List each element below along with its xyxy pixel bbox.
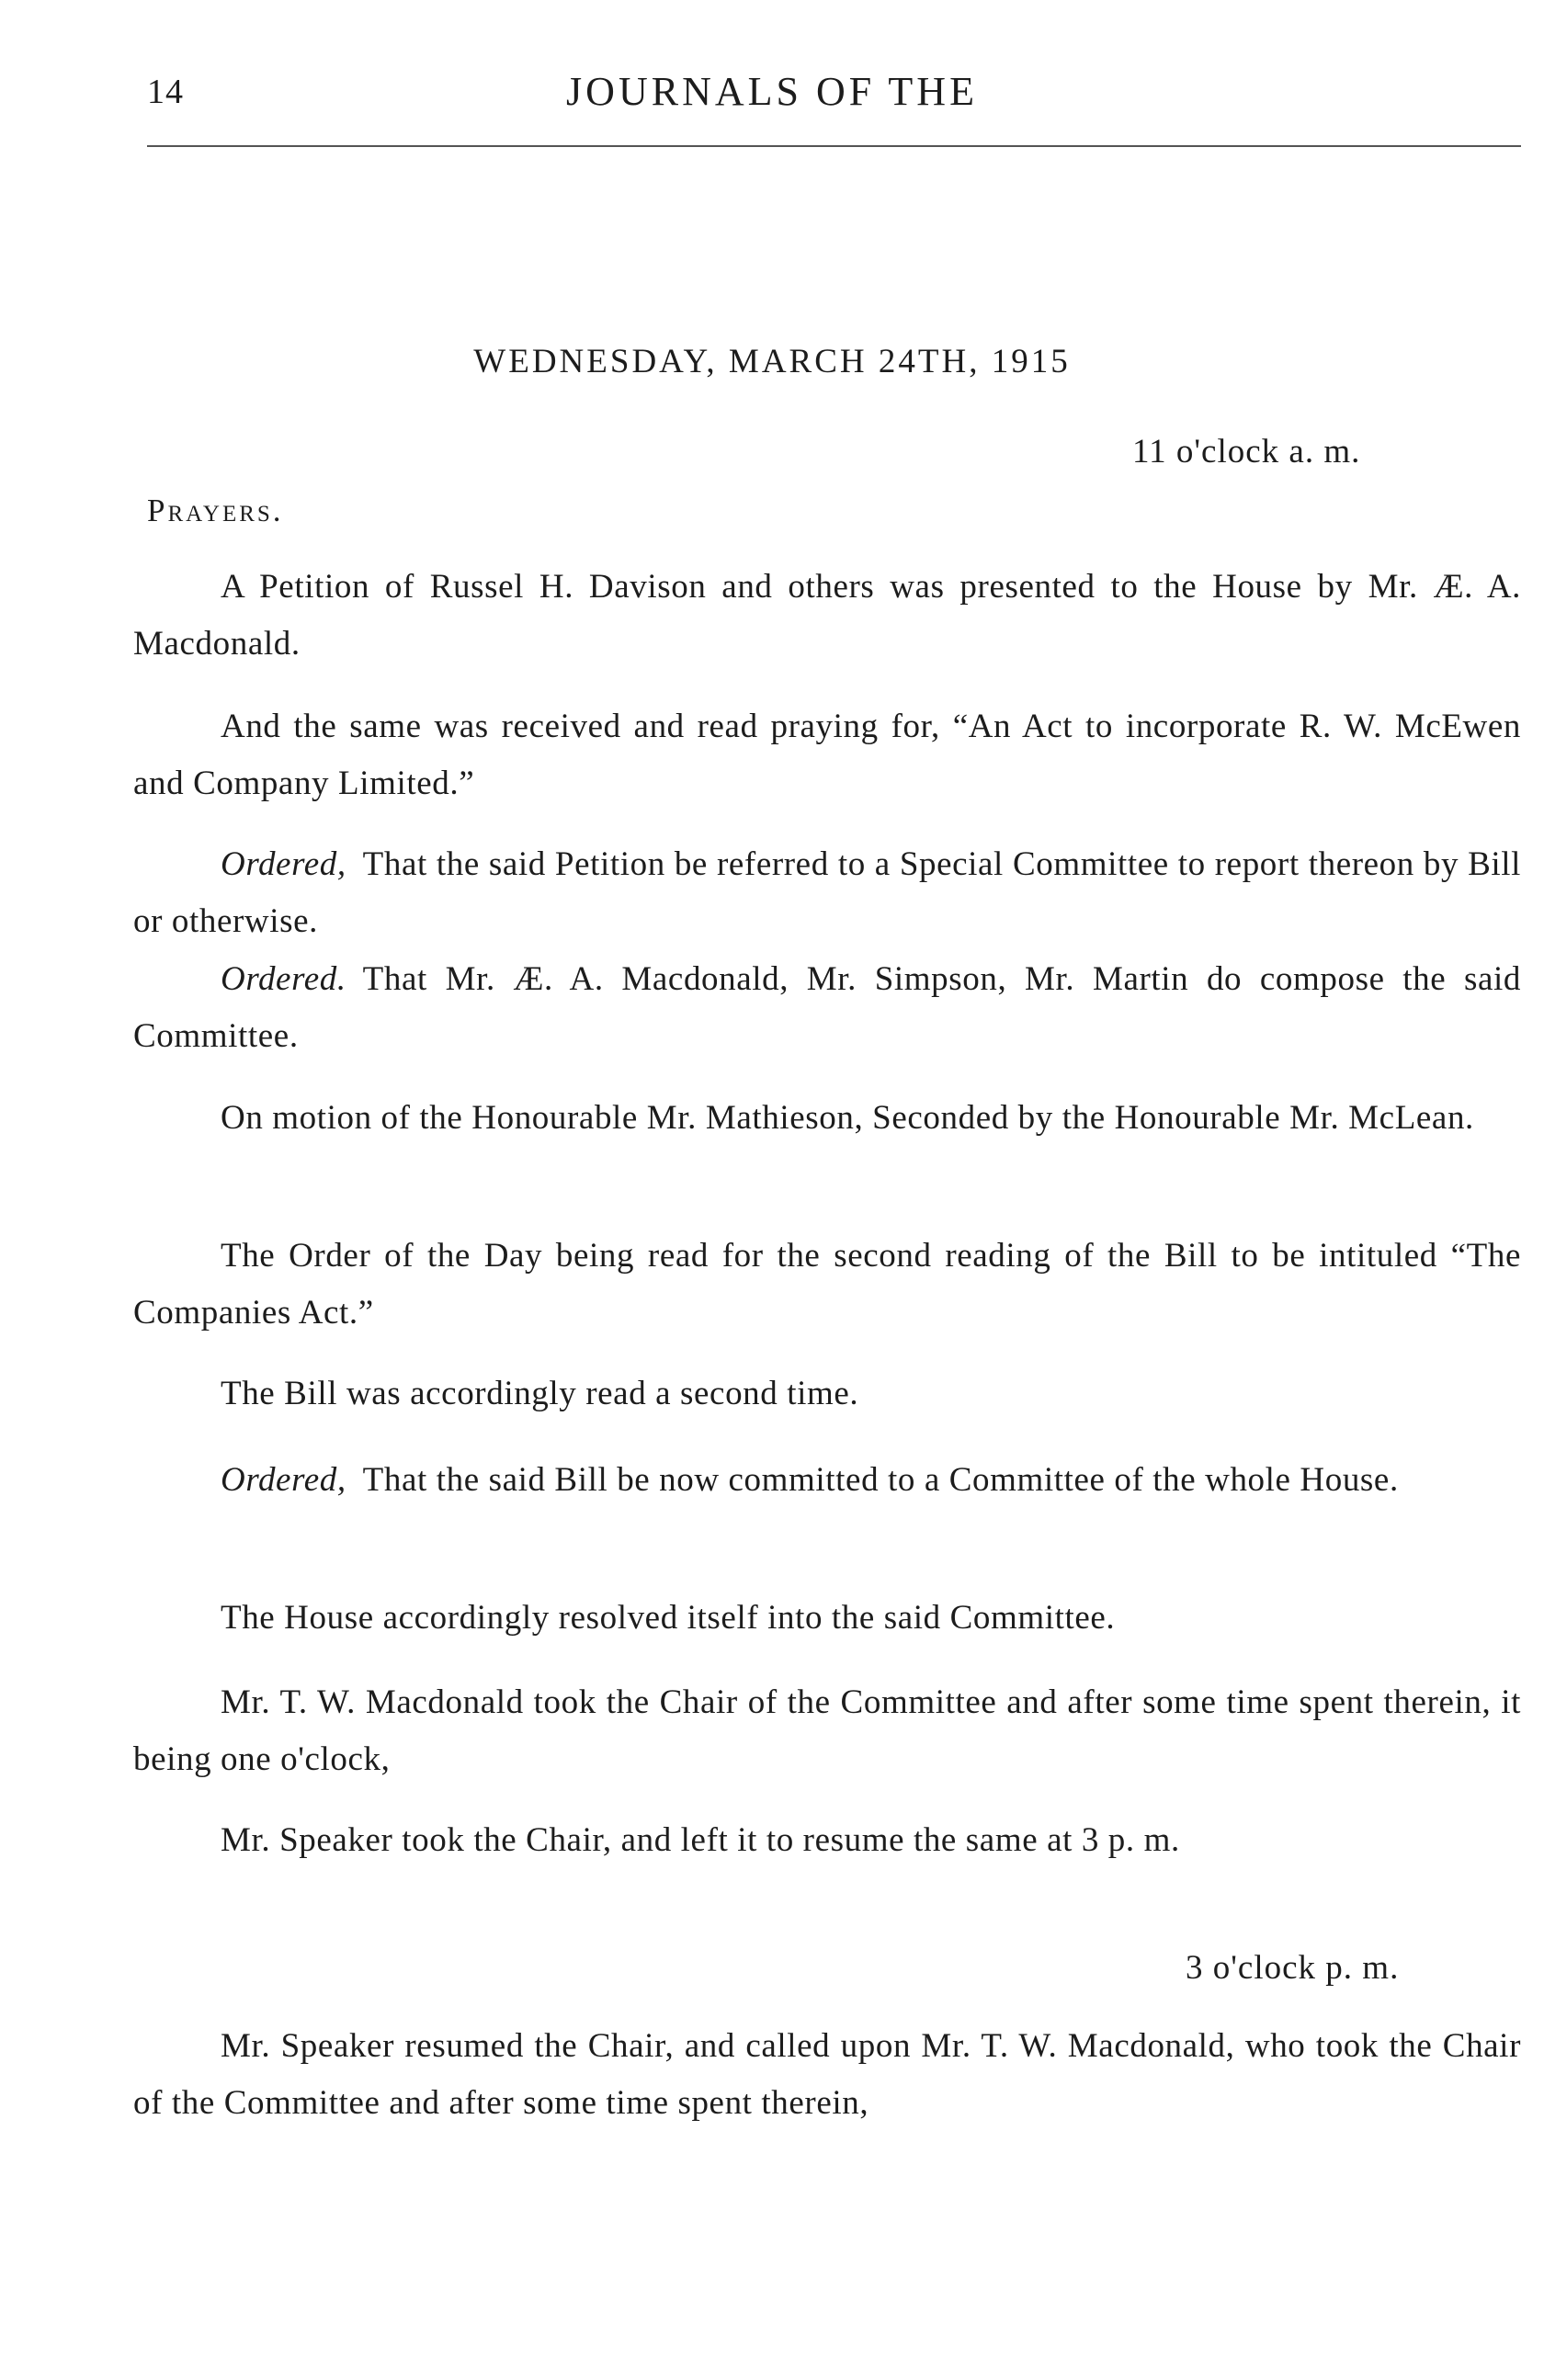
paragraph-chair-committee: Mr. T. W. Macdonald took the Chair of the Committee and after some time spent therein, it being one o'clock, — [133, 1683, 1521, 1778]
paragraph-petition: A Petition of Russel H. Davison and others was presented to the House by Mr. Æ. A. Macdonald. — [133, 568, 1521, 663]
time-morning: 11 o'clock a. m. — [1132, 433, 1361, 470]
running-head: JOURNALS OF THE — [566, 69, 978, 114]
paragraph-motion: On motion of the Honourable Mr. Mathieson, Seconded by the Honourable Mr. McLean. — [221, 1099, 1474, 1137]
header-rule — [147, 145, 1521, 147]
paragraph-ordered-committee — [133, 951, 1521, 1065]
paragraph-speaker-recess: Mr. Speaker took the Chair, and left it to resume the same at 3 p. m. — [221, 1821, 1180, 1859]
prayers-heading: Prayers. — [147, 493, 284, 528]
ordered-label: Ordered, — [221, 1461, 346, 1499]
ordered-text: That the said Bill be now committed to a Committee of the whole House. — [362, 1461, 1399, 1499]
paragraph-received: And the same was received and read praying for, “An Act to incorporate R. W. McEwen and Company Limited.” — [133, 708, 1521, 802]
ordered-text: That the said Petition be referred to a Special Committee to report thereon by Bill or otherwise. — [133, 845, 1521, 940]
ordered-text: That Mr. Æ. A. Macdonald, Mr. Simpson, Mr. Martin do compose the said Committee. — [133, 960, 1521, 1055]
time-afternoon: 3 o'clock p. m. — [1186, 1949, 1400, 1987]
date-heading: WEDNESDAY, MARCH 24TH, 1915 — [473, 343, 1071, 380]
paragraph-resolved: The House accordingly resolved itself into the said Committee. — [221, 1599, 1116, 1637]
paragraph-ordered-referral — [133, 836, 1521, 950]
paragraph-order-of-day: The Order of the Day being read for the second reading of the Bill to be intituled “The Companies Act.” — [133, 1237, 1521, 1332]
ordered-label: Ordered. — [221, 960, 346, 998]
ordered-label: Ordered, — [221, 845, 346, 883]
paragraph-second-reading: The Bill was accordingly read a second time. — [221, 1375, 859, 1412]
page-number: 14 — [147, 73, 184, 111]
paragraph-ordered-whole-house — [133, 1452, 1521, 1509]
paragraph-speaker-resumed: Mr. Speaker resumed the Chair, and called upon Mr. T. W. Macdonald, who took the Chair of the Committee and after some time spent therein, — [133, 2027, 1521, 2122]
